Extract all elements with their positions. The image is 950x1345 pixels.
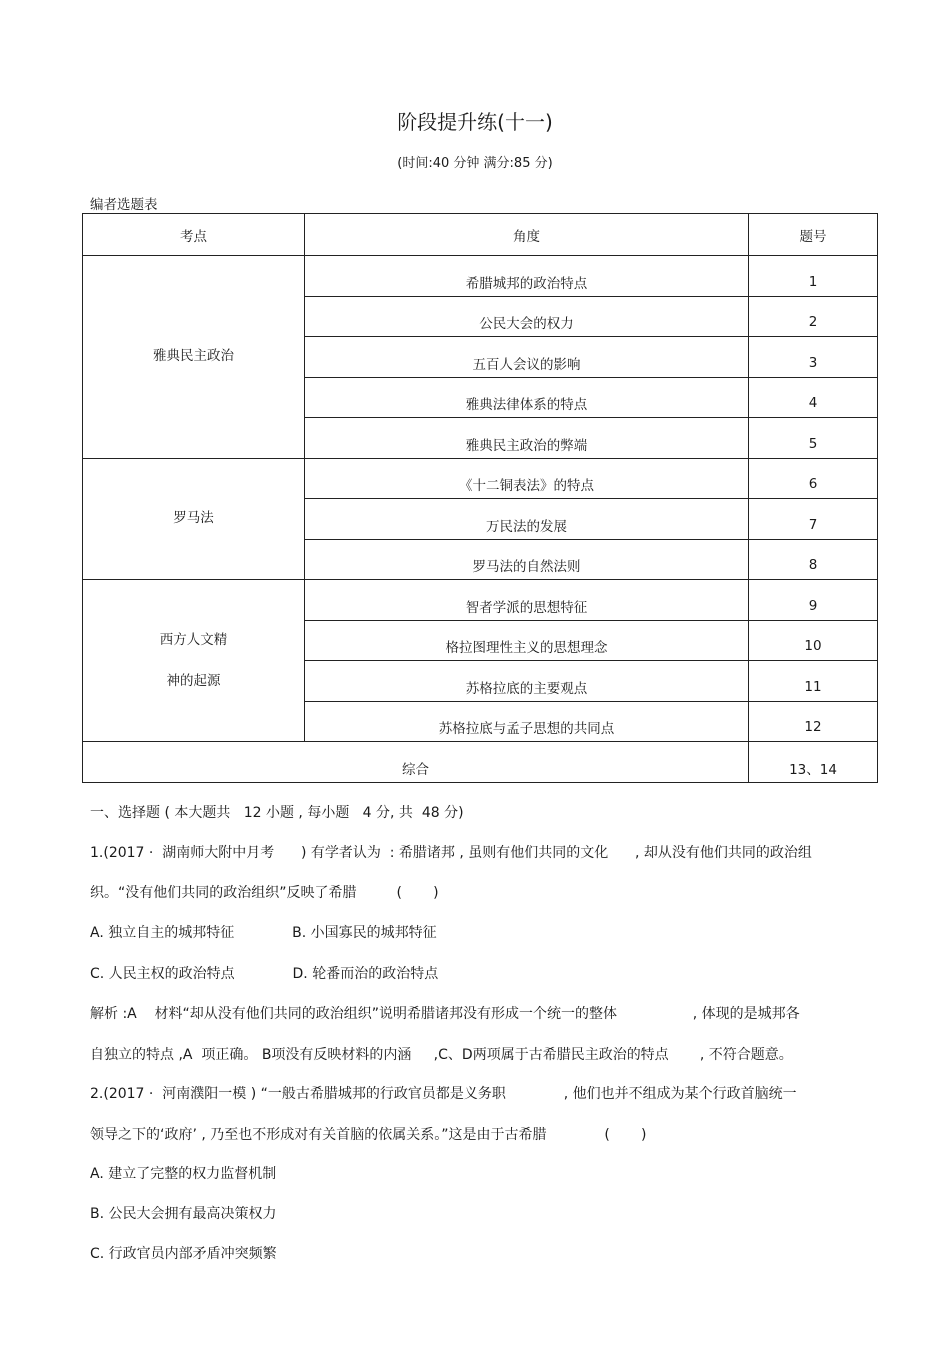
table-row xyxy=(83,458,878,499)
question-number-cell: 2 xyxy=(749,296,878,337)
question-number-cell: 5 xyxy=(749,418,878,459)
topic-label: 雅典民主政治 xyxy=(153,348,234,365)
table-caption: 编者选题表 xyxy=(90,197,158,213)
angle-cell: 罗马法的自然法则 xyxy=(305,539,749,580)
question-1-stem-cont: 织。“没有他们共同的政治组织”反映了希腊 ( ) xyxy=(90,885,439,901)
angle-cell: 公民大会的权力 xyxy=(305,296,749,337)
option-ab: A. 独立自主的城邦特征 B. 小国寡民的城邦特征 xyxy=(90,925,437,941)
summary-label: 综合 xyxy=(83,742,749,783)
question-number-cell: 4 xyxy=(749,377,878,418)
angle-cell: 希腊城邦的政治特点 xyxy=(305,256,749,297)
table-row xyxy=(83,580,878,621)
option-c: C. 行政官员内部矛盾冲突频繁 xyxy=(90,1246,277,1262)
table-body xyxy=(83,214,878,783)
summary-row xyxy=(83,742,878,783)
question-2-stem: 2.(2017 · 河南濮阳一模 ) “一般古希腊城邦的行政官员都是义务职 , 他们也并不组成为某个行政首脑统一 xyxy=(90,1086,797,1102)
question-number-cell: 6 xyxy=(749,458,878,499)
option-cd: C. 人民主权的政治特点 D. 轮番而治的政治特点 xyxy=(90,966,439,982)
header-angle: 角度 xyxy=(305,214,749,256)
header-number: 题号 xyxy=(749,214,878,256)
question-number-cell: 11 xyxy=(749,661,878,702)
answer-explanation: 解析 :A 材料“却从没有他们共同的政治组织”说明希腊诸邦没有形成一个统一的整体 , 体现的是城邦各 xyxy=(90,1006,800,1022)
angle-cell: 五百人会议的影响 xyxy=(305,337,749,378)
topic-cell xyxy=(83,458,305,580)
angle-cell: 智者学派的思想特征 xyxy=(305,580,749,621)
topic-label: 西方人文精 xyxy=(159,631,228,648)
question-number-cell: 3 xyxy=(749,337,878,378)
question-number-cell: 8 xyxy=(749,539,878,580)
angle-cell: 格拉图理性主义的思想理念 xyxy=(305,620,749,661)
topic-label: 神的起源 xyxy=(166,672,221,689)
section-heading: 一、选择题 ( 本大题共 12 小题 , 每小题 4 分, 共 48 分) xyxy=(90,805,464,821)
angle-cell: 苏格拉底的主要观点 xyxy=(305,661,749,702)
angle-cell: 雅典法律体系的特点 xyxy=(305,377,749,418)
option-b: B. 公民大会拥有最高决策权力 xyxy=(90,1206,277,1222)
question-number-cell: 1 xyxy=(749,256,878,297)
table-header-row xyxy=(83,214,878,256)
angle-cell: 万民法的发展 xyxy=(305,499,749,540)
topic-selection-table xyxy=(82,213,878,783)
question-number-cell: 7 xyxy=(749,499,878,540)
angle-cell: 《十二铜表法》的特点 xyxy=(305,458,749,499)
topic-cell xyxy=(83,256,305,459)
time-score-info: (时间:40 分钟 满分:85 分) xyxy=(397,156,553,171)
angle-cell: 雅典民主政治的弊端 xyxy=(305,418,749,459)
page-title: 阶段提升练(十一) xyxy=(397,110,553,134)
question-number-cell: 9 xyxy=(749,580,878,621)
table-row xyxy=(83,256,878,297)
topic-cell xyxy=(83,580,305,742)
summary-number: 13、14 xyxy=(749,742,878,783)
question-1-stem: 1.(2017 · 湖南师大附中月考 ) 有学者认为 : 希腊诸邦 , 虽则有他们共同的文化 , 却从没有他们共同的政治组 xyxy=(90,845,812,861)
header-topic: 考点 xyxy=(83,214,305,256)
option-a: A. 建立了完整的权力监督机制 xyxy=(90,1166,277,1182)
answer-explanation-cont: 自独立的特点 ,A 项正确。 B项没有反映材料的内涵 ,C、D两项属于古希腊民主政治的特点 , 不符合题意。 xyxy=(90,1047,793,1063)
angle-cell: 苏格拉底与孟子思想的共同点 xyxy=(305,701,749,742)
topic-label: 罗马法 xyxy=(173,510,214,527)
question-number-cell: 12 xyxy=(749,701,878,742)
question-number-cell: 10 xyxy=(749,620,878,661)
question-2-stem-cont: 领导之下的‘政府’ , 乃至也不形成对有关首脑的依属关系。”这是由于古希腊 ( ) xyxy=(90,1127,647,1143)
